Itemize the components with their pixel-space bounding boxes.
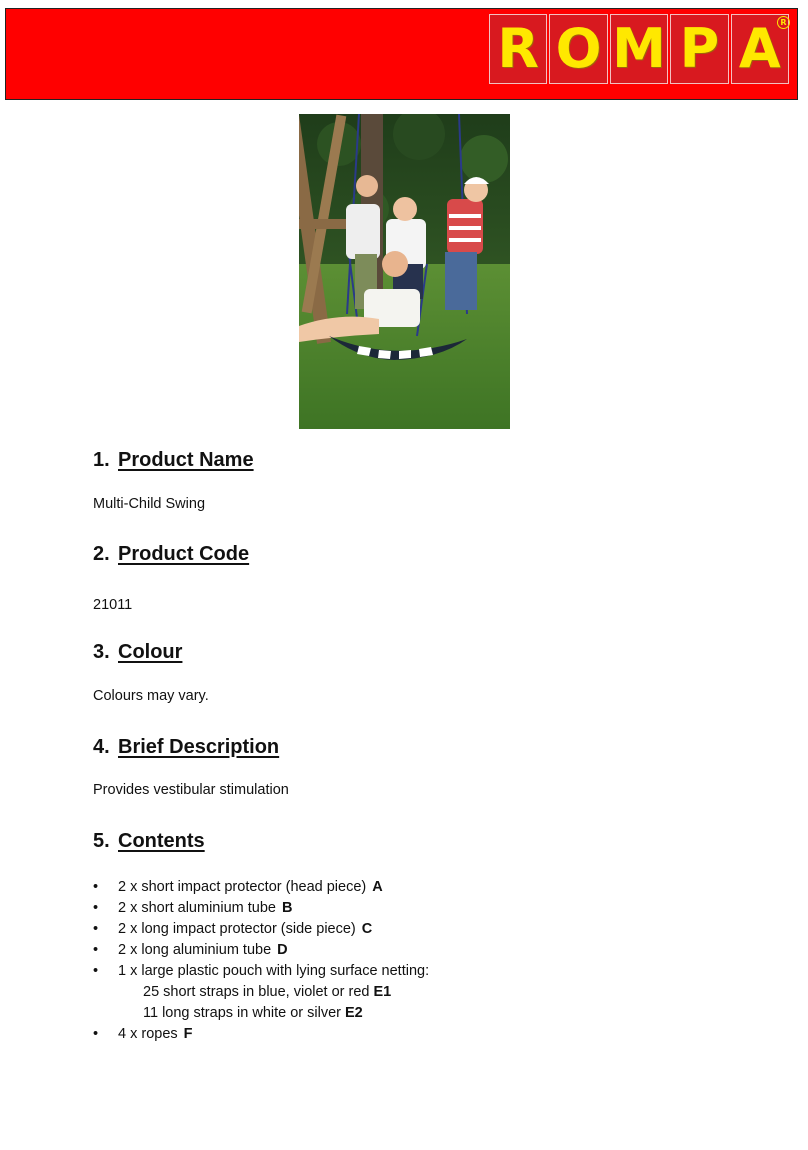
logo-letter: A	[731, 14, 789, 84]
list-item	[93, 1024, 693, 1045]
section-number: 4.	[93, 736, 110, 758]
sub-item-text: 25 short straps in blue, violet or red	[143, 984, 370, 1000]
section-title: Brief Description	[118, 736, 280, 758]
item-text: 2 x long aluminium tube	[118, 942, 272, 958]
colour-text: Colours may vary.	[93, 688, 209, 704]
item-code: B	[281, 900, 293, 916]
product-code-text: 21011	[93, 597, 133, 613]
item-code: A	[372, 879, 383, 895]
section-title: Colour	[118, 641, 183, 663]
item-text: 2 x short aluminium tube	[118, 900, 276, 916]
item-code: C	[361, 921, 373, 937]
item-text: 4 x ropes	[118, 1026, 178, 1042]
section-title: Product Code	[118, 543, 250, 565]
section-heading-product-name	[93, 449, 254, 472]
list-item	[93, 919, 693, 940]
section-number: 3.	[93, 641, 110, 663]
item-code: D	[277, 942, 288, 958]
section-heading-product-code	[93, 543, 249, 566]
item-text: 2 x long impact protector (side piece)	[118, 921, 356, 937]
list-item	[93, 940, 693, 961]
list-item	[93, 877, 693, 898]
product-photo	[299, 114, 510, 429]
section-title: Contents	[118, 830, 205, 852]
section-number: 2.	[93, 543, 110, 565]
bullet: •	[93, 963, 99, 979]
bullet: •	[93, 1026, 99, 1042]
section-heading-contents	[93, 830, 205, 853]
item-code: E1	[373, 984, 392, 1000]
sub-item	[93, 1003, 693, 1024]
item-code: F	[183, 1026, 193, 1042]
brief-description-text: Provides vestibular stimulation	[93, 782, 289, 798]
product-name-text: Multi-Child Swing	[93, 496, 206, 512]
contents-list	[93, 877, 693, 1045]
section-title: Product Name	[118, 449, 254, 471]
item-code: E2	[345, 1005, 363, 1021]
list-item	[93, 898, 693, 919]
header-banner	[5, 8, 798, 100]
logo-letter: M	[610, 14, 668, 84]
bullet: •	[93, 879, 99, 895]
list-item	[93, 961, 693, 982]
rompa-logo	[489, 14, 789, 84]
section-number: 5.	[93, 830, 110, 852]
item-text: 1 x large plastic pouch with lying surface netting:	[118, 963, 430, 979]
logo-letter: P	[670, 14, 728, 84]
logo-letter: R	[489, 14, 547, 84]
section-number: 1.	[93, 449, 110, 471]
sub-item-text: 11 long straps in white or silver	[143, 1005, 341, 1021]
bullet: •	[93, 942, 99, 958]
section-heading-brief-description	[93, 736, 279, 759]
logo-letter: O	[549, 14, 607, 84]
bullet: •	[93, 900, 99, 916]
section-heading-colour	[93, 641, 182, 664]
bullet: •	[93, 921, 99, 937]
registered-mark: R	[777, 16, 790, 29]
sub-item	[93, 982, 693, 1003]
item-text: 2 x short impact protector (head piece)	[118, 879, 367, 895]
